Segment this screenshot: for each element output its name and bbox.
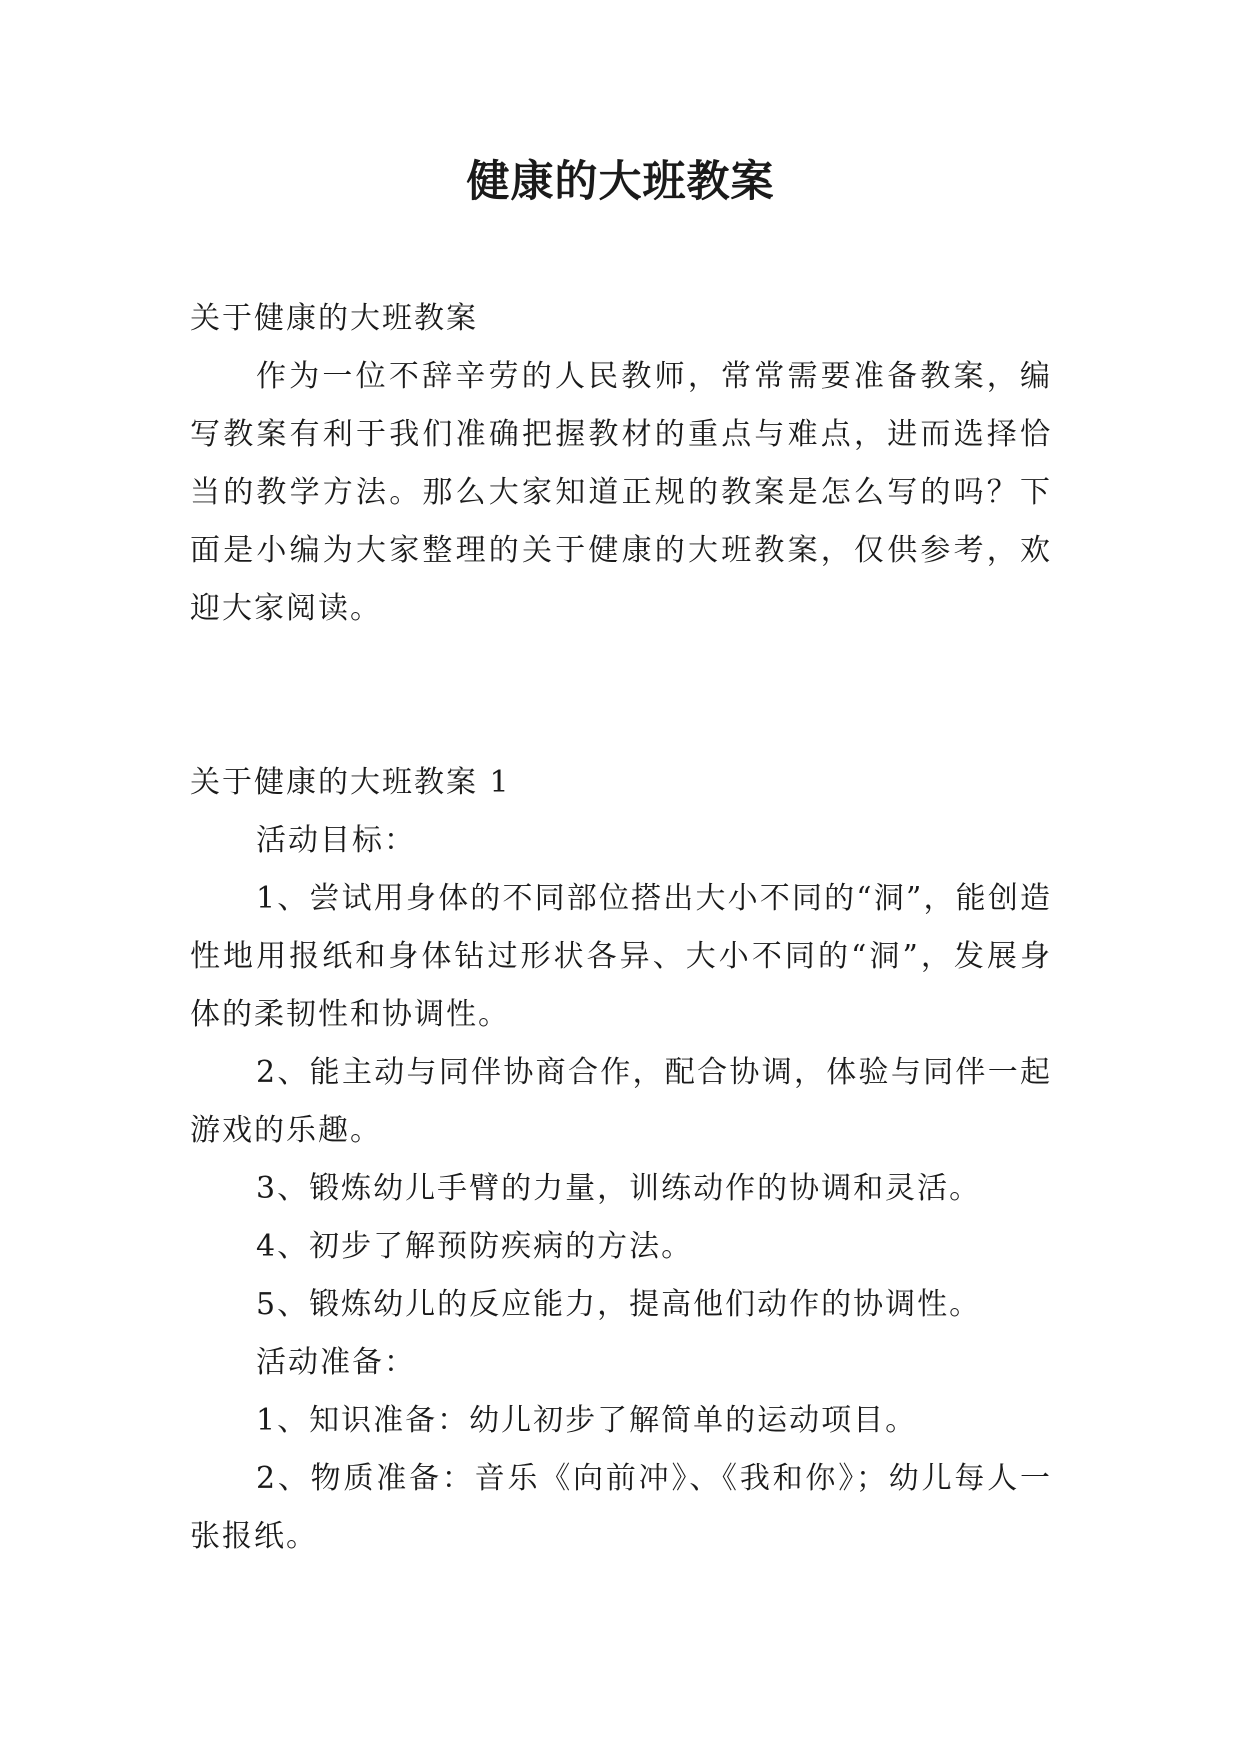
- goal-item-5: 5、锻炼幼儿的反应能力，提高他们动作的协调性。: [256, 1287, 982, 1322]
- goal-item-3: 3、锻炼幼儿手臂的力量，训练动作的协调和灵活。: [256, 1171, 982, 1206]
- prep-item-2: 2、物质准备：音乐《向前冲》、《我和你》；幼儿每人一张报纸。: [190, 1461, 1052, 1554]
- document-body: [190, 290, 1052, 1566]
- goals-label: 活动目标：: [256, 823, 416, 858]
- intro-heading: 关于健康的大班教案: [190, 301, 478, 336]
- document-title: 健康的大班教案: [466, 157, 775, 207]
- section-spacer: [190, 638, 1052, 754]
- section-heading: 关于健康的大班教案 1: [190, 765, 511, 800]
- goal-item-1: 1、尝试用身体的不同部位搭出大小不同的“洞”，能创造性地用报纸和身体钻过形状各异、大小不同的“洞”，发展身体的柔韧性和协调性。: [190, 881, 1052, 1032]
- goal-item-4: 4、初步了解预防疾病的方法。: [256, 1229, 694, 1264]
- prep-item-1: 1、知识准备：幼儿初步了解简单的运动项目。: [256, 1403, 918, 1438]
- intro-paragraph: 作为一位不辞辛劳的人民教师，常常需要准备教案，编写教案有利于我们准确把握教材的重点与难点，进而选择恰当的教学方法。那么大家知道正规的教案是怎么写的吗？下面是小编为大家整理的关于健康的大班教案，仅供参考，欢迎大家阅读。: [190, 359, 1052, 626]
- prep-label: 活动准备：: [256, 1345, 416, 1380]
- goal-item-2: 2、能主动与同伴协商合作，配合协调，体验与同伴一起游戏的乐趣。: [190, 1055, 1052, 1148]
